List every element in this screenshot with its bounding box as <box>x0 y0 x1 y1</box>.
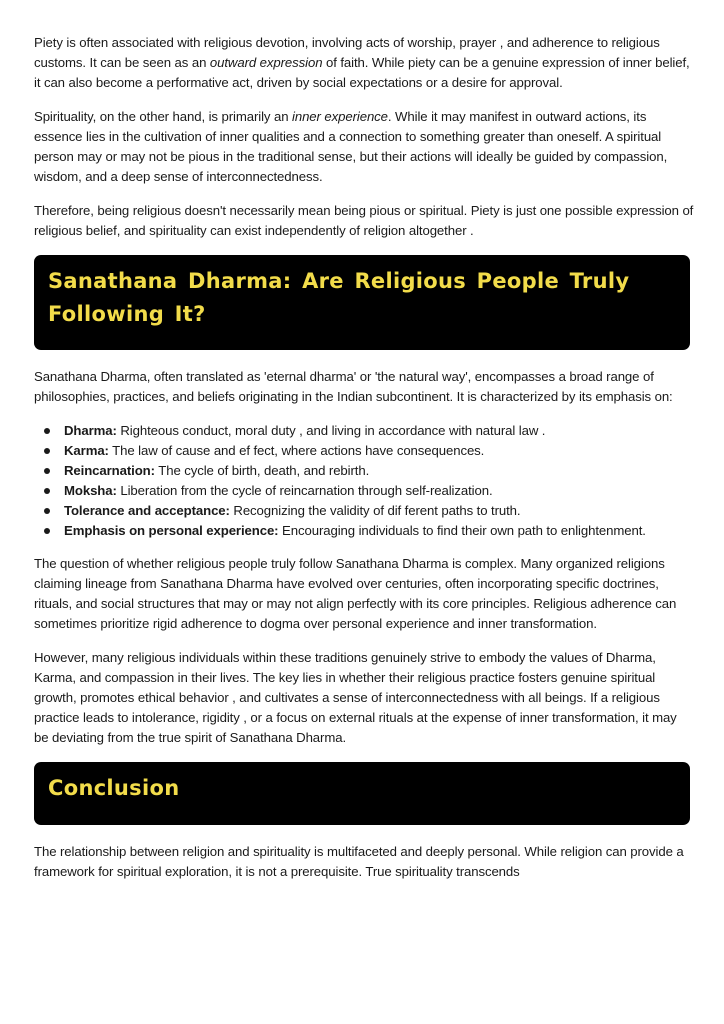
paragraph-conclusion: The relationship between religion and spirituality is multifaceted and deeply personal. While religion can provide a framework for spiritual exploration, it is not a prerequisite. True spirituality transcends <box>34 844 684 879</box>
paragraph-spirituality: Spirituality, on the other hand, is primarily an inner experience. While it may manifest in outward actions, its essence lies in the cultivation of inner qualities and a connection to something greater than oneself. A spiritual person may or may not be pious in the traditional sense, but their actions will ideally be guided by compassion, wisdom, and a deep sense of interconnectedness. <box>34 109 668 184</box>
bullet-icon <box>44 488 50 494</box>
paragraph-therefore: Therefore, being religious doesn't necessarily mean being pious or spiritual. Piety is just one possible expression of religious belief, and spirituality can exist independently of religion altogether . <box>34 203 694 238</box>
paragraph-however: However, many religious individuals within these traditions genuinely strive to embody the values of Dharma, Karma, and compassion in their lives. The key lies in whether their religious practice fosters genuine spiritual growth, promotes ethical behavior , and cultivates a sense of interconnectedness with all beings. If a religious practice leads to intolerance, rigidity , or a focus on external rituals at the expense of inner transformation, it may be deviating from the true spirit of Sanathana Dharma. <box>34 650 677 745</box>
bullet-icon <box>44 468 50 474</box>
emphasis-outward-expression: outward expression <box>209 55 323 70</box>
section-heading-conclusion: Conclusion <box>48 776 180 800</box>
list-item: Emphasis on personal experience: Encouraging individuals to find their own path to enlightenment. <box>64 521 694 541</box>
principles-list <box>34 421 694 541</box>
section-heading-box-conclusion <box>34 762 690 825</box>
bullet-icon <box>44 508 50 514</box>
paragraph-question: The question of whether religious people truly follow Sanathana Dharma is complex. Many organized religions claiming lineage from Sanathana Dharma have evolved over centuries, often incorporating specific doctrines, rituals, and social structures that may or may not align perfectly with its core principles. Religious adherence can sometimes prioritize rigid adherence to dogma over personal experience and inner transformation. <box>34 556 677 631</box>
document-page <box>34 33 694 896</box>
list-item: Tolerance and acceptance: Recognizing the validity of dif ferent paths to truth. <box>64 501 694 521</box>
bullet-icon <box>44 428 50 434</box>
bullet-icon <box>44 448 50 454</box>
section-heading-sanathana: Sanathana Dharma: Are Religious People Truly Following It? <box>48 269 630 326</box>
paragraph-sanathana-intro: Sanathana Dharma, often translated as 'eternal dharma' or 'the natural way', encompasses a broad range of philosophies, practices, and beliefs originating in the Indian subcontinent. It is characterized by its emphasis on: <box>34 369 673 404</box>
list-item: Moksha: Liberation from the cycle of reincarnation through self-realization. <box>64 481 694 501</box>
section-heading-box-sanathana <box>34 255 690 350</box>
emphasis-inner-experience: inner experience <box>292 109 388 124</box>
list-item: Dharma: Righteous conduct, moral duty , and living in accordance with natural law . <box>64 421 694 441</box>
list-item: Reincarnation: The cycle of birth, death, and rebirth. <box>64 461 694 481</box>
bullet-icon <box>44 528 50 534</box>
list-item: Karma: The law of cause and ef fect, where actions have consequences. <box>64 441 694 461</box>
paragraph-piety: Piety is often associated with religious devotion, involving acts of worship, prayer , and adherence to religious customs. It can be seen as an outward expression of faith. While piety can be a genuine expression of inner belief, it can also become a performative act, driven by social expectations or a desire for approval. <box>34 35 690 90</box>
